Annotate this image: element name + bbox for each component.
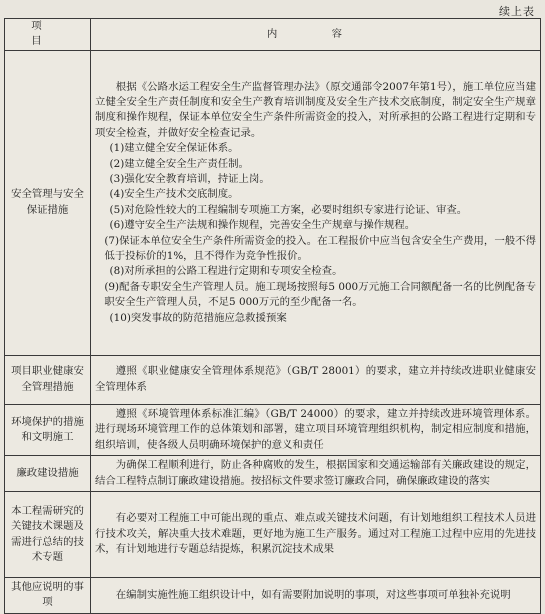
table-row <box>5 404 541 455</box>
row-item-other: 其他应说明的事项 <box>5 578 91 614</box>
health-text: 遵照《职业健康安全管理体系规范》（GB/T 28001）的要求，建立并持续改进职业健康安全管理体系 <box>95 365 536 393</box>
list-item: (6)遵守安全生产法规和操作规程，完善安全生产规章与操作规程。 <box>109 219 416 232</box>
row-content-key-tech <box>91 492 541 578</box>
list-item: (9)配备专职安全生产管理人员。施工现场按照每5 000万元施工合同额配备一名的比例配备专职安全生产管理人员，不足5 000万元的至少配备一名。 <box>104 280 536 309</box>
list-item: (3)强化安全教育培训，持证上岗。 <box>109 173 270 185</box>
list-item: (7)保证本单位安全生产条件所需资金的投入。在工程报价中应当包含安全生产费用，一般不得低于投标价的1%，且不得作为竞争性报价。 <box>104 234 536 263</box>
table-row <box>5 355 541 404</box>
table-row <box>5 50 541 355</box>
row-content-health <box>91 355 541 404</box>
list-item: (2)建立健全安全生产责任制。 <box>109 157 249 170</box>
row-content-safety <box>91 50 541 355</box>
row-item-health: 项目职业健康安全管理措施 <box>5 355 91 404</box>
continuation-note: 续上表 <box>499 5 535 18</box>
row-item-integrity: 廉政建设措施 <box>5 456 91 492</box>
environment-text: 遵照《环境管理体系标准汇编》（GB/T 24000）的要求，建立并持续改进环境管理体系。进行现场环境管理工作的总体策划和部署，建立项目环境管理组织机构，制定相应制度和措施，组织培训，使各级人员明确环境保护的意义和责任 <box>95 407 536 451</box>
key-tech-text: 有必要对工程施工中可能出现的重点、难点或关键技术问题，有计划地组织工程技术人员进行技术攻关，解决重大技术难题，更好地为施工生产服务。通过对工程施工过程中应用的先进技术，有计划地进行专题总结提炼，积累沉淀技术成果 <box>95 512 536 556</box>
construction-measures-table <box>4 18 541 614</box>
table-row <box>5 492 541 578</box>
row-item-key-tech: 本工程需研究的关键技术课题及需进行总结的技术专题 <box>5 492 91 578</box>
row-item-environment: 环境保护的措施和文明施工 <box>5 404 91 455</box>
safety-intro: 根据《公路水运工程安全生产监督管理办法》（原交通部令2007年第1号），施工单位应当建立健全安全生产责任制度和安全生产教育培训制度及安全生产技术交底制度，制定安全生产规章制度和操作规程，保证本单位安全生产条件所需资金的投入，对所承担的公路工程进行定期和专项安全检查，并做好安全检查记录。 <box>95 80 536 139</box>
integrity-text: 为确保工程顺利进行，防止各种腐败的发生，根据国家和交通运输部有关廉政建设的规定，结合工程特点制订廉政建设措施。按招标文件要求签订廉政合同，确保廉政建设的落实 <box>95 459 536 487</box>
list-item: (1)建立健全安全保证体系。 <box>109 142 239 155</box>
header-content: 内 容 <box>91 19 541 51</box>
list-item: (10)突发事故的防范措施应急救援预案 <box>109 311 287 324</box>
row-content-other <box>91 578 541 614</box>
list-item: (8)对所承担的公路工程进行定期和专项安全检查。 <box>109 265 343 278</box>
list-item: (5)对危险性较大的工程编制专项施工方案，必要时组织专家进行论证、审查。 <box>109 203 468 216</box>
table-row <box>5 456 541 492</box>
row-content-integrity <box>91 456 541 492</box>
table-row <box>5 578 541 614</box>
list-item: (4)安全生产技术交底制度。 <box>109 188 239 201</box>
row-item-safety: 安全管理与安全保证措施 <box>5 50 91 355</box>
table-header-row <box>5 19 541 51</box>
other-text: 在编制实施性施工组织设计中，如有需要附加说明的事项，对这些事项可单独补充说明 <box>115 588 511 601</box>
row-content-environment <box>91 404 541 455</box>
header-item: 项 目 <box>5 19 91 51</box>
